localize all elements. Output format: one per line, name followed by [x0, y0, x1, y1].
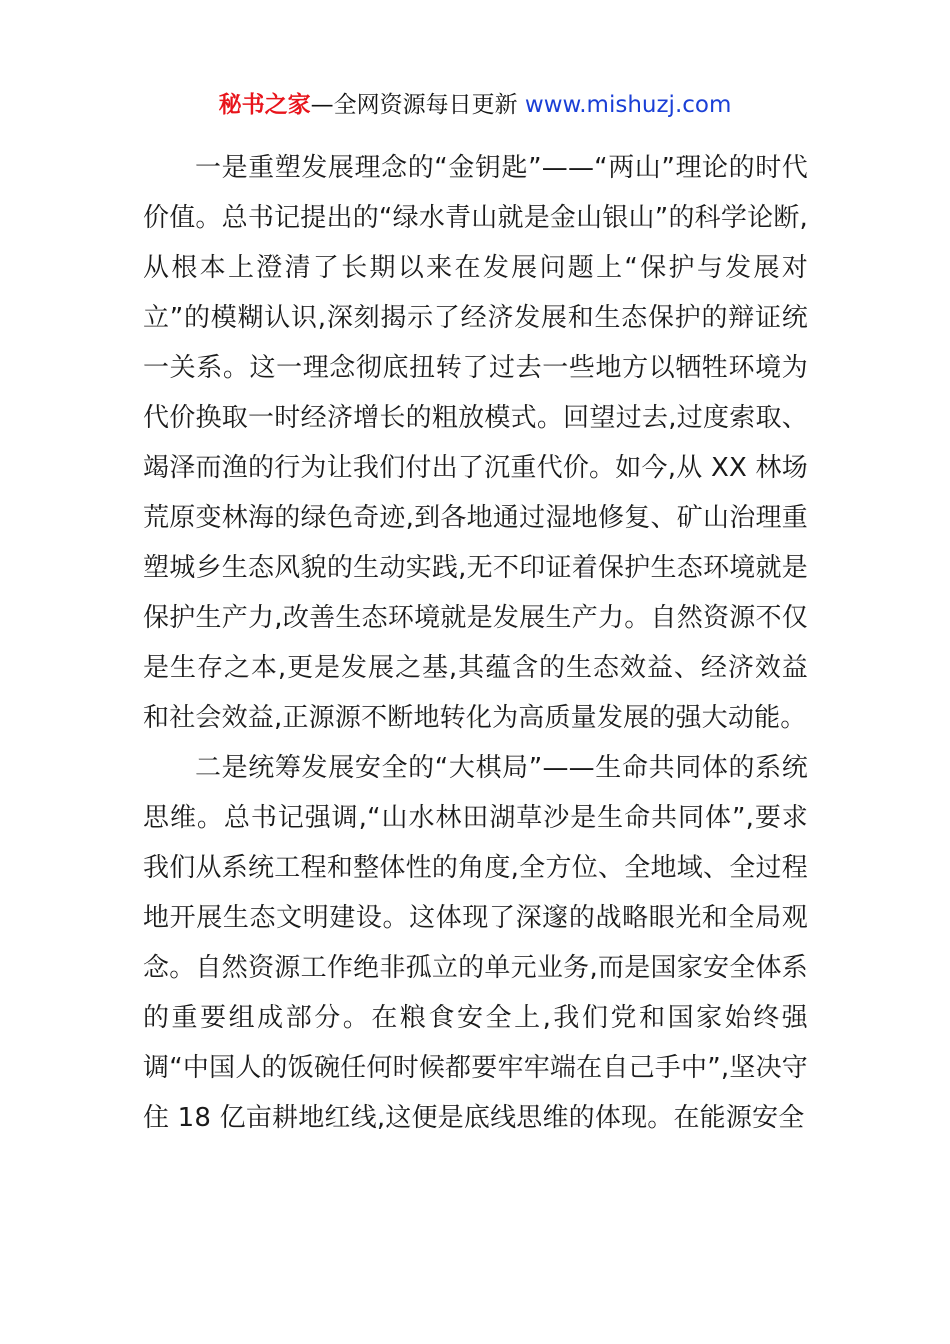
site-url-link[interactable]: www.mishuzj.com [524, 92, 732, 118]
document-body [143, 143, 808, 1143]
paragraph-1: 一是重塑发展理念的“金钥匙”——“两山”理论的时代价值。总书记提出的“绿水青山就是金山银山”的科学论断,从根本上澄清了长期以来在发展问题上“保护与发展对立”的模糊认识,深刻揭示了经济发展和生态保护的辩证统一关系。这一理念彻底扭转了过去一些地方以牺牲环境为代价换取一时经济增长的粗放模式。回望过去,过度索取、竭泽而渔的行为让我们付出了沉重代价。如今,从 XX 林场荒原变林海的绿色奇迹,到各地通过湿地修复、矿山治理重塑城乡生态风貌的生动实践,无不印证着保护生态环境就是保护生产力,改善生态环境就是发展生产力。自然资源不仅是生存之本,更是发展之基,其蕴含的生态效益、经济效益和社会效益,正源源不断地转化为高质量发展的强大动能。 [143, 153, 808, 733]
site-header [0, 88, 950, 122]
site-brand: 秘书之家 [218, 92, 311, 118]
site-tagline: —全网资源每日更新 [310, 92, 525, 118]
paragraph-2: 二是统筹发展安全的“大棋局”——生命共同体的系统思维。总书记强调,“山水林田湖草沙是生命共同体”,要求我们从系统工程和整体性的角度,全方位、全地域、全过程地开展生态文明建设。这体现了深邃的战略眼光和全局观念。自然资源工作绝非孤立的单元业务,而是国家安全体系的重要组成部分。在粮食安全上,我们党和国家始终强调“中国人的饭碗任何时候都要牢牢端在自己手中”,坚决守住 18 亿亩耕地红线,这便是底线思维的体现。在能源安全 [143, 753, 808, 1133]
